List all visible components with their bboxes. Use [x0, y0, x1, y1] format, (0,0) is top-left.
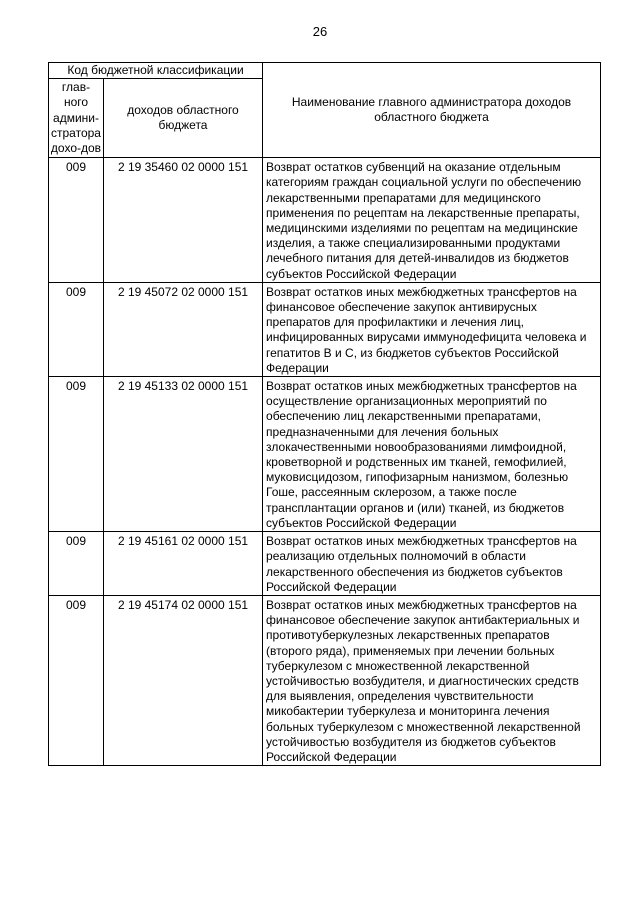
budget-classification-table — [48, 62, 601, 766]
administrator-name-cell: Возврат остатков иных межбюджетных трансфертов на осуществление организационных мероприятий по обеспечению лиц лекарственными препаратами, предназначенными для лечения больных злокачественными новообразованиями лимфоидной, кроветворной и родственных им тканей, гемофилией, муковисцидозом, гипофизарным нанизмом, болезнью Гоше, рассеянным склерозом, а также после трансплантации органов и (или) тканей, из бюджетов субъектов Российской Федерации — [263, 377, 601, 532]
administrator-name-header: Наименование главного администратора доходов областного бюджета — [263, 63, 601, 158]
admin-code-cell: 009 — [49, 532, 104, 596]
income-code-cell: 2 19 45072 02 0000 151 — [104, 282, 263, 376]
admin-code-cell: 009 — [49, 282, 104, 376]
table-row — [49, 595, 601, 765]
income-code-cell: 2 19 45133 02 0000 151 — [104, 377, 263, 532]
income-code-cell: 2 19 45174 02 0000 151 — [104, 595, 263, 765]
admin-code-cell: 009 — [49, 158, 104, 283]
admin-code-cell: 009 — [49, 377, 104, 532]
chief-administrator-header: глав-ного админи-стратора дохо-дов — [49, 79, 104, 158]
income-code-cell: 2 19 35460 02 0000 151 — [104, 158, 263, 283]
administrator-name-cell: Возврат остатков иных межбюджетных трансфертов на реализацию отдельных полномочий в области лекарственного обеспечения из бюджетов субъектов Российской Федерации — [263, 532, 601, 596]
table-row — [49, 158, 601, 283]
table-row — [49, 377, 601, 532]
table-row — [49, 282, 601, 376]
header-row-top — [49, 63, 601, 79]
regional-income-header: доходов областного бюджета — [104, 79, 263, 158]
admin-code-cell: 009 — [49, 595, 104, 765]
page-number: 26 — [312, 24, 328, 39]
income-code-cell: 2 19 45161 02 0000 151 — [104, 532, 263, 596]
table-row — [49, 532, 601, 596]
administrator-name-cell: Возврат остатков иных межбюджетных трансфертов на финансовое обеспечение закупок антибактериальных и противотуберкулезных лекарственных препаратов (второго ряда), применяемых при лечении больных туберкулезом с множественной лекарственной устойчивостью возбудителя, и диагностических средств для выявления, определения чувствительности микобактерии туберкулеза и мониторинга лечения больных туберкулезом с множественной лекарственной устойчивостью возбудителя из бюджетов субъектов Российской Федерации — [263, 595, 601, 765]
budget-classification-code-header: Код бюджетной классификации — [49, 63, 263, 79]
administrator-name-cell: Возврат остатков иных межбюджетных трансфертов на финансовое обеспечение закупок антивирусных препаратов для профилактики и лечения лиц, инфицированных вирусами иммунодефицита человека и гепатитов B и C, из бюджетов субъектов Российской Федерации — [263, 282, 601, 376]
administrator-name-cell: Возврат остатков субвенций на оказание отдельным категориям граждан социальной услуги по обеспечению лекарственными препаратами для медицинского применения по рецептам на лекарственные препараты, медицинскими изделиями по рецептам на медицинские изделия, а также специализированными продуктами лечебного питания для детей-инвалидов из бюджетов субъектов Российской Федерации — [263, 158, 601, 283]
